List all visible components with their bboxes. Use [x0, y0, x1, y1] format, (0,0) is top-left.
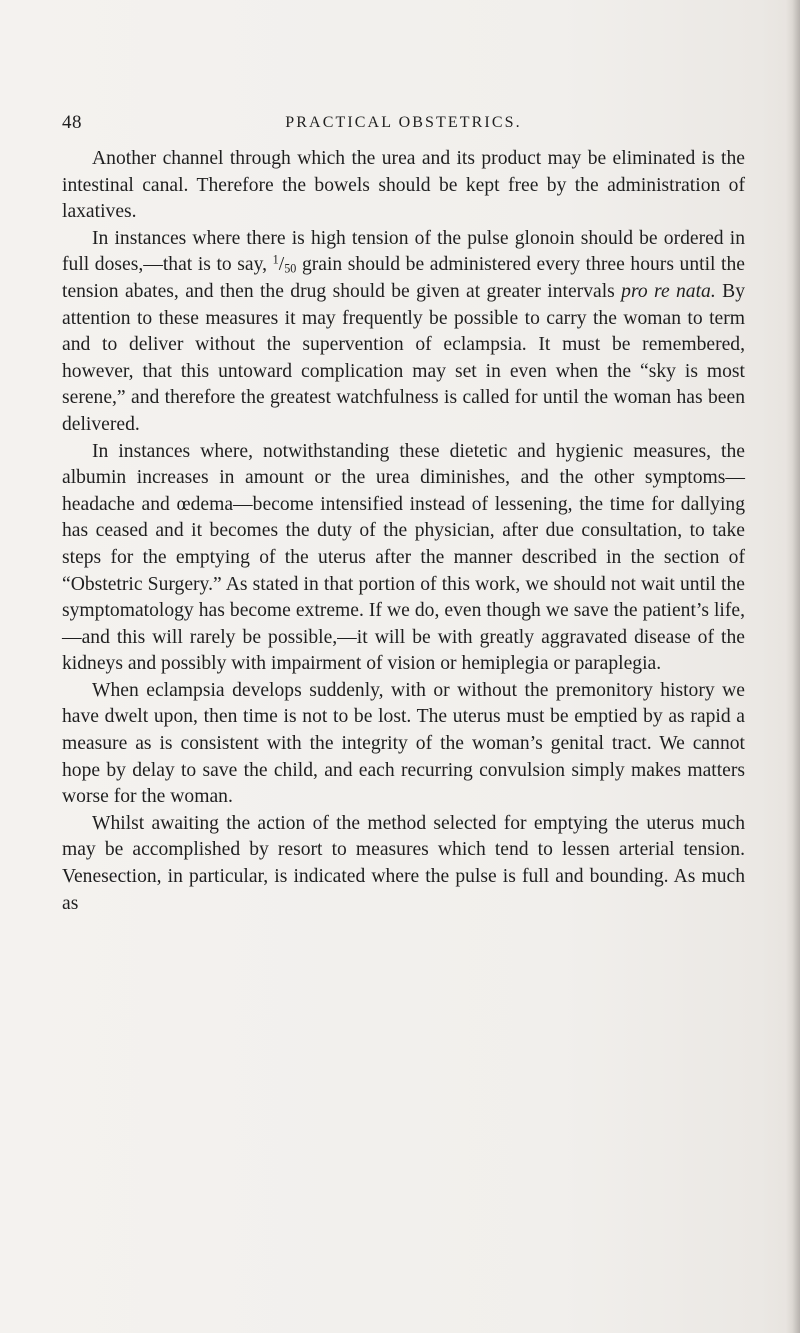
paragraph-glonoin-part-b: grain should be administered every three hours until the tension abates, and then the drug should be given at greater intervals	[62, 254, 745, 302]
page-header	[62, 112, 745, 136]
page-edge-shadow	[786, 0, 800, 1333]
fraction-slash: /	[278, 254, 285, 276]
fraction-numerator: 1	[272, 252, 279, 267]
running-title: PRACTICAL OBSTETRICS.	[285, 114, 522, 131]
latin-phrase: pro re nata.	[621, 280, 716, 302]
paragraph-sudden-eclampsia: When eclampsia develops suddenly, with or without the premonitory history we have dwelt upon, then time is not to be lost. The uterus must be emptied by as rapid a measure as is consistent with the integrity of the woman’s genital tract. We cannot hope by delay to save the child, and each recurring convulsion simply makes matters worse for the woman.	[62, 679, 745, 808]
paragraph-laxatives: Another channel through which the urea and its product may be eliminated is the intestinal canal. Therefore the bowels should be kept free by the administration of laxatives.	[62, 148, 745, 223]
paragraph-glonoin	[62, 226, 745, 439]
dose-fraction	[273, 254, 297, 275]
fraction-denominator: 50	[284, 261, 297, 276]
paragraph-albumin: In instances where, notwithstanding these dietetic and hygienic measures, the albumin increases in amount or the urea diminishes, and the other symptoms—headache and œdema—become intensified instead of lessening, the time for dallying has ceased and it becomes the duty of the physician, after due consultation, to take steps for the emptying of the uterus after the manner described in the section of “Obstetric Surgery.” As stated in that portion of this work, we should not wait until the symptomatology has become extreme. If we do, even though we save the patient’s life,—and this will rarely be possible,—it will be with greatly aggravated disease of the kidneys and possibly with impairment of vision or hemiplegia or paraplegia.	[62, 440, 745, 675]
page-number: 48	[62, 112, 82, 133]
paragraph-glonoin-part-c: By attention to these measures it may frequently be possible to carry the woman to term and to deliver without the supervention of eclampsia. It must be remembered, however, that this untoward complication may set in even when the “sky is most serene,” and therefore the greatest watchfulness is called for until the woman has been delivered.	[62, 280, 746, 435]
paragraph-glonoin-part-a: In instances where there is high tension of the pulse glonoin should be ordered in full doses,—that is to say,	[62, 227, 745, 276]
paragraph-venesection: Whilst awaiting the action of the method selected for emptying the uterus much may be accomplished by resort to measures which tend to lessen arterial tension. Venesection, in particular, is indicated where the pulse is full and bounding. As much as	[62, 812, 745, 914]
body-text	[62, 146, 745, 917]
